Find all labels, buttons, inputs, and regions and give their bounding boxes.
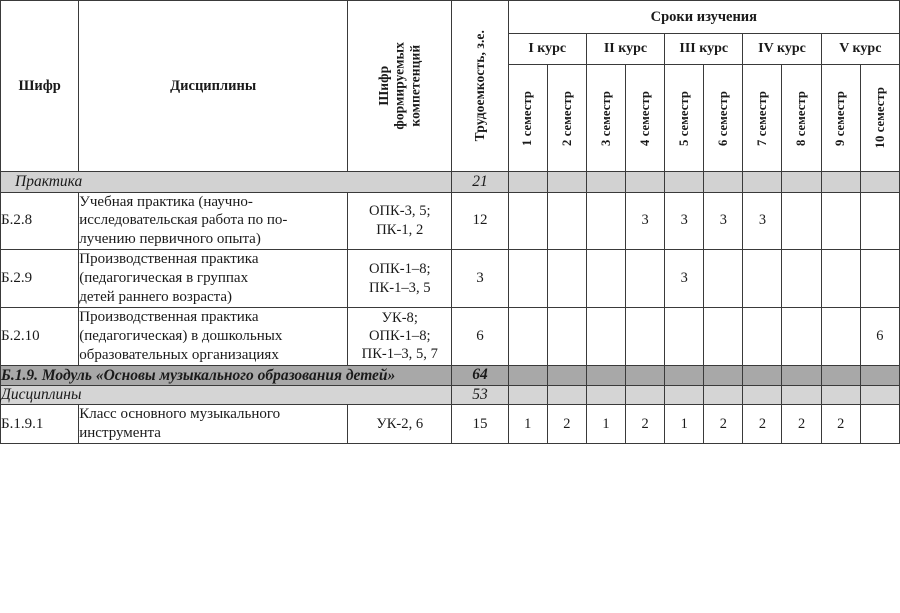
header-competencies xyxy=(348,1,452,172)
competency-line: ОПК-3, 5; xyxy=(368,203,431,220)
cell-semester-1 xyxy=(508,172,547,193)
cell-workload: 12 xyxy=(452,192,508,250)
cell-competencies xyxy=(348,307,452,365)
cell-semester-4 xyxy=(625,307,664,365)
header-workload-text: Трудоемкость, з.е. xyxy=(472,30,488,142)
cell-semester-4: 2 xyxy=(625,405,664,444)
table-row xyxy=(1,250,900,308)
cell-semester-2 xyxy=(547,307,586,365)
header-semester-5-text: 5 семестр xyxy=(676,90,691,146)
table-row-section xyxy=(1,172,900,193)
cell-semester-9 xyxy=(821,172,860,193)
cell-semester-3 xyxy=(586,172,625,193)
cell-semester-7 xyxy=(743,365,782,386)
cell-semester-4 xyxy=(625,386,664,405)
header-course-2: II курс xyxy=(586,34,664,65)
header-semester-7 xyxy=(743,65,782,172)
cell-semester-9 xyxy=(821,250,860,308)
section-label: Дисциплины xyxy=(1,386,452,405)
cell-semester-1 xyxy=(508,192,547,250)
cell-semester-6 xyxy=(704,172,743,193)
cell-semester-10 xyxy=(860,405,899,444)
table-row-subsection xyxy=(1,386,900,405)
cell-semester-6 xyxy=(704,386,743,405)
cell-workload: 3 xyxy=(452,250,508,308)
discipline-line: Учебная практика (научно- xyxy=(79,193,253,210)
cell-semester-6 xyxy=(704,307,743,365)
cell-semester-9 xyxy=(821,365,860,386)
cell-semester-7 xyxy=(743,386,782,405)
cell-semester-7: 3 xyxy=(743,192,782,250)
section-label: Практика xyxy=(1,172,452,193)
header-semester-9 xyxy=(821,65,860,172)
discipline-line: Производственная практика xyxy=(79,251,259,268)
cell-semester-3 xyxy=(586,307,625,365)
header-competencies-line1: Шифр xyxy=(376,66,392,106)
cell-semester-9: 2 xyxy=(821,405,860,444)
cell-semester-10 xyxy=(860,172,899,193)
cell-semester-1 xyxy=(508,365,547,386)
cell-semester-5: 3 xyxy=(665,250,704,308)
table-body xyxy=(1,172,900,444)
cell-semester-7 xyxy=(743,172,782,193)
cell-semester-8 xyxy=(782,192,821,250)
table-header xyxy=(1,1,900,172)
cell-competencies xyxy=(348,250,452,308)
competency-line: ПК-1, 2 xyxy=(376,221,424,238)
cell-semester-9 xyxy=(821,307,860,365)
cell-code: Б.2.10 xyxy=(1,307,79,365)
discipline-line: детей раннего возраста) xyxy=(79,288,233,305)
header-course-1: I курс xyxy=(508,34,586,65)
header-course-3: III курс xyxy=(665,34,743,65)
header-code: Шифр xyxy=(1,1,79,172)
cell-semester-9 xyxy=(821,192,860,250)
cell-semester-2 xyxy=(547,250,586,308)
discipline-line: (педагогическая) в дошкольных xyxy=(79,327,283,344)
cell-semester-3 xyxy=(586,192,625,250)
cell-semester-4: 3 xyxy=(625,192,664,250)
discipline-line: лучению первичного опыта) xyxy=(79,231,261,248)
cell-code: Б.2.8 xyxy=(1,192,79,250)
cell-semester-5: 1 xyxy=(665,405,704,444)
cell-semester-10 xyxy=(860,250,899,308)
cell-semester-3: 1 xyxy=(586,405,625,444)
cell-semester-5 xyxy=(665,386,704,405)
cell-semester-7: 2 xyxy=(743,405,782,444)
header-semester-4-text: 4 семестр xyxy=(637,90,652,146)
header-workload xyxy=(452,1,508,172)
header-competencies-line2: формируемых xyxy=(391,42,407,130)
competency-line: ОПК-1–8; xyxy=(368,261,431,278)
header-semester-8 xyxy=(782,65,821,172)
table-row xyxy=(1,192,900,250)
header-semester-10 xyxy=(860,65,899,172)
cell-semester-4 xyxy=(625,172,664,193)
cell-semester-8 xyxy=(782,250,821,308)
cell-semester-3 xyxy=(586,386,625,405)
cell-workload: 6 xyxy=(452,307,508,365)
header-study-periods: Сроки изучения xyxy=(508,1,899,34)
table-row-module xyxy=(1,365,900,386)
cell-code: Б.2.9 xyxy=(1,250,79,308)
competency-line: ОПК-1–8; xyxy=(368,328,431,344)
header-semester-10-text: 10 семестр xyxy=(872,87,887,149)
cell-semester-10 xyxy=(860,192,899,250)
cell-workload: 15 xyxy=(452,405,508,444)
header-semester-9-text: 9 семестр xyxy=(833,90,848,146)
header-semester-8-text: 8 семестр xyxy=(794,90,809,146)
discipline-line: образовательных организациях xyxy=(79,346,279,363)
cell-semester-8: 2 xyxy=(782,405,821,444)
discipline-line: Производственная практика xyxy=(79,308,259,325)
cell-semester-7 xyxy=(743,307,782,365)
cell-discipline xyxy=(79,250,348,308)
header-competencies-text xyxy=(376,42,423,130)
header-course-5: V курс xyxy=(821,34,899,65)
cell-semester-2 xyxy=(547,365,586,386)
section-label: Б.1.9. Модуль «Основы музыкального образования детей» xyxy=(1,365,452,386)
header-semester-3 xyxy=(586,65,625,172)
cell-semester-8 xyxy=(782,172,821,193)
cell-semester-10: 6 xyxy=(860,307,899,365)
cell-semester-8 xyxy=(782,365,821,386)
cell-semester-5: 3 xyxy=(665,192,704,250)
cell-code: Б.1.9.1 xyxy=(1,405,79,444)
cell-competencies xyxy=(348,405,452,444)
header-competencies-rotated xyxy=(348,1,451,171)
cell-semester-2 xyxy=(547,172,586,193)
discipline-line: инструмента xyxy=(79,425,161,442)
cell-semester-1 xyxy=(508,386,547,405)
cell-semester-2 xyxy=(547,192,586,250)
cell-semester-9 xyxy=(821,386,860,405)
cell-semester-5 xyxy=(665,307,704,365)
cell-semester-7 xyxy=(743,250,782,308)
header-competencies-line3: компетенций xyxy=(407,45,423,127)
cell-semester-6: 2 xyxy=(704,405,743,444)
cell-semester-3 xyxy=(586,250,625,308)
cell-workload: 64 xyxy=(452,365,508,386)
cell-semester-6 xyxy=(704,250,743,308)
cell-semester-6: 3 xyxy=(704,192,743,250)
header-semester-3-text: 3 семестр xyxy=(598,90,613,146)
competency-line: ПК-1–3, 5 xyxy=(368,279,431,296)
header-semester-2 xyxy=(547,65,586,172)
competency-line: УК-2, 6 xyxy=(376,416,424,433)
header-disciplines: Дисциплины xyxy=(79,1,348,172)
header-course-4: IV курс xyxy=(743,34,821,65)
cell-discipline xyxy=(79,192,348,250)
cell-semester-5 xyxy=(665,172,704,193)
cell-competencies xyxy=(348,192,452,250)
cell-semester-5 xyxy=(665,365,704,386)
cell-discipline xyxy=(79,405,348,444)
table-row xyxy=(1,405,900,444)
header-semester-1-text: 1 семестр xyxy=(520,90,535,146)
header-semester-6-text: 6 семестр xyxy=(716,90,730,146)
cell-semester-8 xyxy=(782,307,821,365)
cell-semester-10 xyxy=(860,386,899,405)
discipline-line: Класс основного музыкального xyxy=(79,406,281,423)
header-semester-6 xyxy=(704,65,743,172)
cell-semester-4 xyxy=(625,365,664,386)
discipline-line: исследовательская работа по по- xyxy=(79,212,288,229)
header-semester-1 xyxy=(508,65,547,172)
header-semester-2-text: 2 семестр xyxy=(559,90,574,146)
cell-semester-6 xyxy=(704,365,743,386)
cell-semester-8 xyxy=(782,386,821,405)
cell-semester-10 xyxy=(860,365,899,386)
discipline-line: (педагогическая в группах xyxy=(79,270,249,287)
cell-workload: 21 xyxy=(452,172,508,193)
cell-semester-4 xyxy=(625,250,664,308)
header-workload-rotated xyxy=(452,1,507,171)
table-row xyxy=(1,307,900,365)
cell-discipline xyxy=(79,307,348,365)
header-semester-7-text: 7 семестр xyxy=(755,90,770,146)
cell-semester-1 xyxy=(508,307,547,365)
competency-line: УК-8; xyxy=(381,309,418,326)
competency-line: ПК-1–3, 5, 7 xyxy=(361,346,438,363)
cell-semester-1: 1 xyxy=(508,405,547,444)
cell-semester-2 xyxy=(547,386,586,405)
header-semester-5 xyxy=(665,65,704,172)
cell-semester-3 xyxy=(586,365,625,386)
cell-workload: 53 xyxy=(452,386,508,405)
cell-semester-2: 2 xyxy=(547,405,586,444)
cell-semester-1 xyxy=(508,250,547,308)
header-semester-4 xyxy=(625,65,664,172)
